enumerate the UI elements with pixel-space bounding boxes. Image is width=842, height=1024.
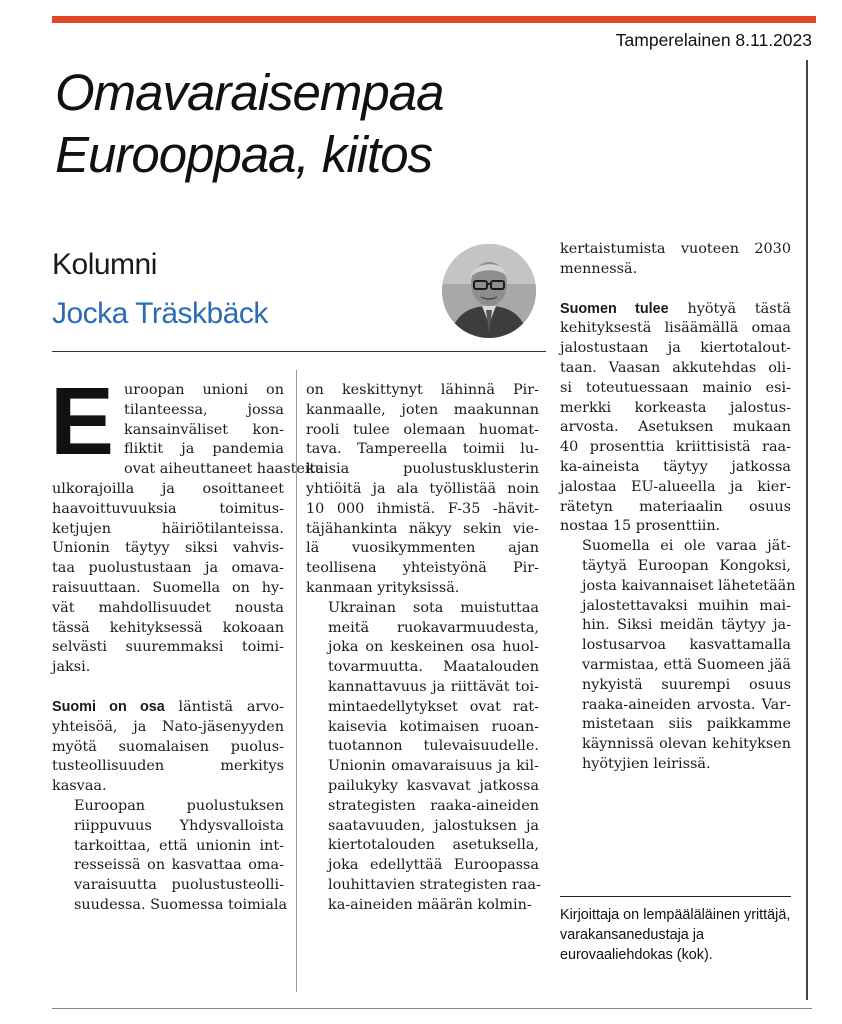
author-byline: Jocka Träskbäck: [52, 297, 268, 330]
text-line: haavoittuvuuksia toimitus-: [52, 500, 284, 517]
text-line: suudessa. Suomessa toimiala: [74, 896, 288, 913]
text-line: jalostettavaksi muihin mai-: [582, 597, 791, 614]
article-column-2: [306, 381, 539, 916]
text-line: vät mahdollisuudet nousta: [52, 599, 284, 616]
text-line: strategisten raaka-aineiden: [328, 797, 539, 814]
text-line: varaisuutta puolustusteolli-: [74, 877, 284, 894]
text-line: hin. Siksi meidän täytyy ja-: [582, 617, 791, 634]
text-line: ovat aiheuttaneet haasteita: [124, 461, 324, 478]
text-line: [52, 698, 284, 718]
text-line: raisuuttaan. Suomella on hy-: [52, 579, 284, 596]
paragraph: [560, 240, 791, 280]
paragraph: [306, 599, 539, 916]
text-line: Suomella ei ole varaa jät-: [582, 538, 791, 555]
text-line: rätetyn materiaalin osuus: [560, 498, 791, 515]
text-line: lostusarvoa kasvattamalla: [582, 637, 791, 654]
bottom-rule: [52, 1008, 812, 1009]
text-line: teollisena yhteistyönä Pir-: [306, 560, 539, 577]
text-line: kansainväliset kon-: [124, 421, 284, 438]
author-note-rule: [560, 896, 791, 897]
text-line: tovarmuutta. Maatalouden: [328, 659, 539, 676]
headline-line-1: Omavaraisempaa: [55, 64, 444, 121]
text-line: [560, 300, 791, 320]
text-line: ulkorajoilla ja osoittaneet: [52, 480, 284, 497]
text-line: kanmaan yrityksissä.: [306, 579, 460, 596]
text-line: kasvaa.: [52, 778, 107, 795]
text-line: tarkoittaa, että unionin int-: [74, 837, 284, 854]
text-line: täytyä Euroopan Kongoksi,: [582, 557, 791, 574]
text-line: kanmaalle, joten maakunnan: [306, 401, 539, 418]
paragraph: [52, 698, 284, 797]
text-line: meitä ruokavarmuudesta,: [328, 619, 539, 636]
author-bio: Kirjoittaja on lempääläläinen yrittäjä, varakansanedustaja ja eurovaaliehdokas (kok).: [560, 907, 791, 963]
top-accent-rule: [52, 16, 816, 23]
byline-rule: [52, 351, 546, 352]
text-line: Ukrainan sota muistuttaa: [328, 599, 539, 616]
text-line: arvosta. Asetuksen mukaan: [560, 419, 791, 436]
text-line: hyötyjien leirissä.: [582, 755, 711, 772]
text-line: nostaa 15 prosenttiin.: [560, 518, 721, 535]
text-line: Euroopan puolustuksen: [74, 797, 284, 814]
paragraph: [560, 537, 796, 775]
text-line: mennessä.: [560, 260, 638, 277]
text-line: on keskittynyt lähinnä Pir-: [306, 382, 539, 398]
author-portrait-icon: [442, 244, 536, 338]
text-line: merkki korkeasta jalostus-: [560, 399, 791, 416]
text-line: saatavuuden, jalostuksen ja: [328, 817, 539, 834]
paragraph: [52, 797, 288, 916]
text-line: tässä kehityksessä kokoaan: [52, 619, 284, 636]
text-line: mintaedellytykset ovat rat-: [328, 698, 539, 715]
text-line: jaksi.: [52, 659, 91, 676]
text-line: kaisevia kotimaisen ruoan-: [328, 718, 539, 735]
drop-cap: E: [50, 368, 115, 475]
text-line: ketjujen häiriötilanteissa.: [52, 520, 284, 537]
text-line: yhteisöä, ja Nato-jäsenyyden: [52, 718, 284, 735]
lead-continuation: hyötyä tästä: [668, 300, 791, 317]
text-line: raaka-aineiden arvosta. Var-: [582, 696, 791, 713]
text-line: taa puolustustaan ja omava-: [52, 560, 284, 577]
author-photo: [442, 244, 536, 338]
text-line: nykyistä suurempi osuus: [582, 676, 791, 693]
source-date-label: Tamperelainen 8.11.2023: [615, 30, 812, 50]
text-line: ka-aineiden määrän kolmin-: [328, 896, 532, 913]
text-line: kannattavuus ja riittävät toi-: [328, 678, 539, 695]
article-column-3: [560, 240, 796, 775]
headline-line-2: Eurooppaa, kiitos: [55, 126, 433, 183]
text-line: yhtiöitä ja ala työllistää noin: [306, 480, 539, 497]
paragraph-lead: Suomi on osa: [52, 698, 165, 715]
text-line: käynnissä olevan kehityksen: [582, 736, 791, 753]
text-line: myötä suomalaisen puolus-: [52, 738, 284, 755]
text-line: mistetaan siis paikkamme: [582, 716, 791, 733]
paragraph: [560, 300, 791, 538]
text-line: riippuvuus Yhdysvalloista: [74, 817, 284, 834]
text-line: kertaistumista vuoteen 2030: [560, 241, 791, 257]
text-line: resseissä on kasvattaa oma-: [74, 857, 284, 874]
text-line: pailukyky kasvavat jatkossa: [328, 777, 539, 794]
text-line: selvästi suuremmaksi toimi-: [52, 639, 284, 656]
text-line: ka-aineista täytyy jatkossa: [560, 458, 791, 475]
text-line: varmistaa, että Suomeen jää: [582, 656, 791, 673]
article-column-1: [50, 368, 324, 916]
right-edge-rule: [806, 60, 808, 1000]
text-line: jalostaa EU-alueella ja kier-: [560, 478, 791, 495]
text-line: täjähankinta näkyy sekin vie-: [306, 520, 539, 537]
text-line: uroopan unioni on: [124, 382, 284, 398]
text-line: louhittavien strategisten raa-: [328, 876, 541, 893]
paragraph-lead: Suomen tulee: [560, 300, 669, 317]
text-line: kuisia puolustusklusterin: [306, 461, 539, 478]
text-line: tava. Tampereella toimii lu-: [306, 441, 539, 458]
text-line: joka edellyttää Euroopassa: [328, 857, 539, 874]
lead-continuation: läntistä arvo-: [164, 698, 284, 715]
text-line: tuotannon tulevaisuudelle.: [328, 738, 539, 755]
text-line: kiertotalouden asetuksella,: [328, 837, 539, 854]
text-line: taan. Vaasan akkutehdas oli-: [560, 359, 791, 376]
paragraph: [306, 381, 539, 599]
text-line: 10 000 ihmistä. F-35 -hävit-: [306, 500, 539, 517]
text-line: fliktit ja pandemia: [124, 441, 284, 458]
paragraph: [50, 368, 324, 678]
text-line: joka on keskeinen osa huol-: [328, 639, 539, 656]
section-kicker: Kolumni: [52, 248, 157, 281]
text-line: tusteollisuuden merkitys: [52, 758, 284, 775]
text-line: Unionin omavaraisuus ja kil-: [328, 758, 539, 775]
text-line: kehityksestä lisäämällä omaa: [560, 320, 791, 337]
text-line: jalostustaan ja kiertotalout-: [560, 340, 791, 357]
text-line: 40 prosenttia kriittisistä raa-: [560, 439, 791, 456]
headline: [55, 62, 545, 186]
text-line: lä vuosikymmenten ajan: [306, 540, 539, 557]
text-line: si toteutuessaan mainio esi-: [560, 379, 791, 396]
text-line: tilanteessa, jossa: [124, 401, 284, 418]
text-line: rooli tulee olemaan huomat-: [306, 421, 539, 438]
text-line: josta kaivannaiset lähetetään: [582, 577, 796, 594]
text-line: Unionin täytyy siksi vahvis-: [52, 540, 284, 557]
